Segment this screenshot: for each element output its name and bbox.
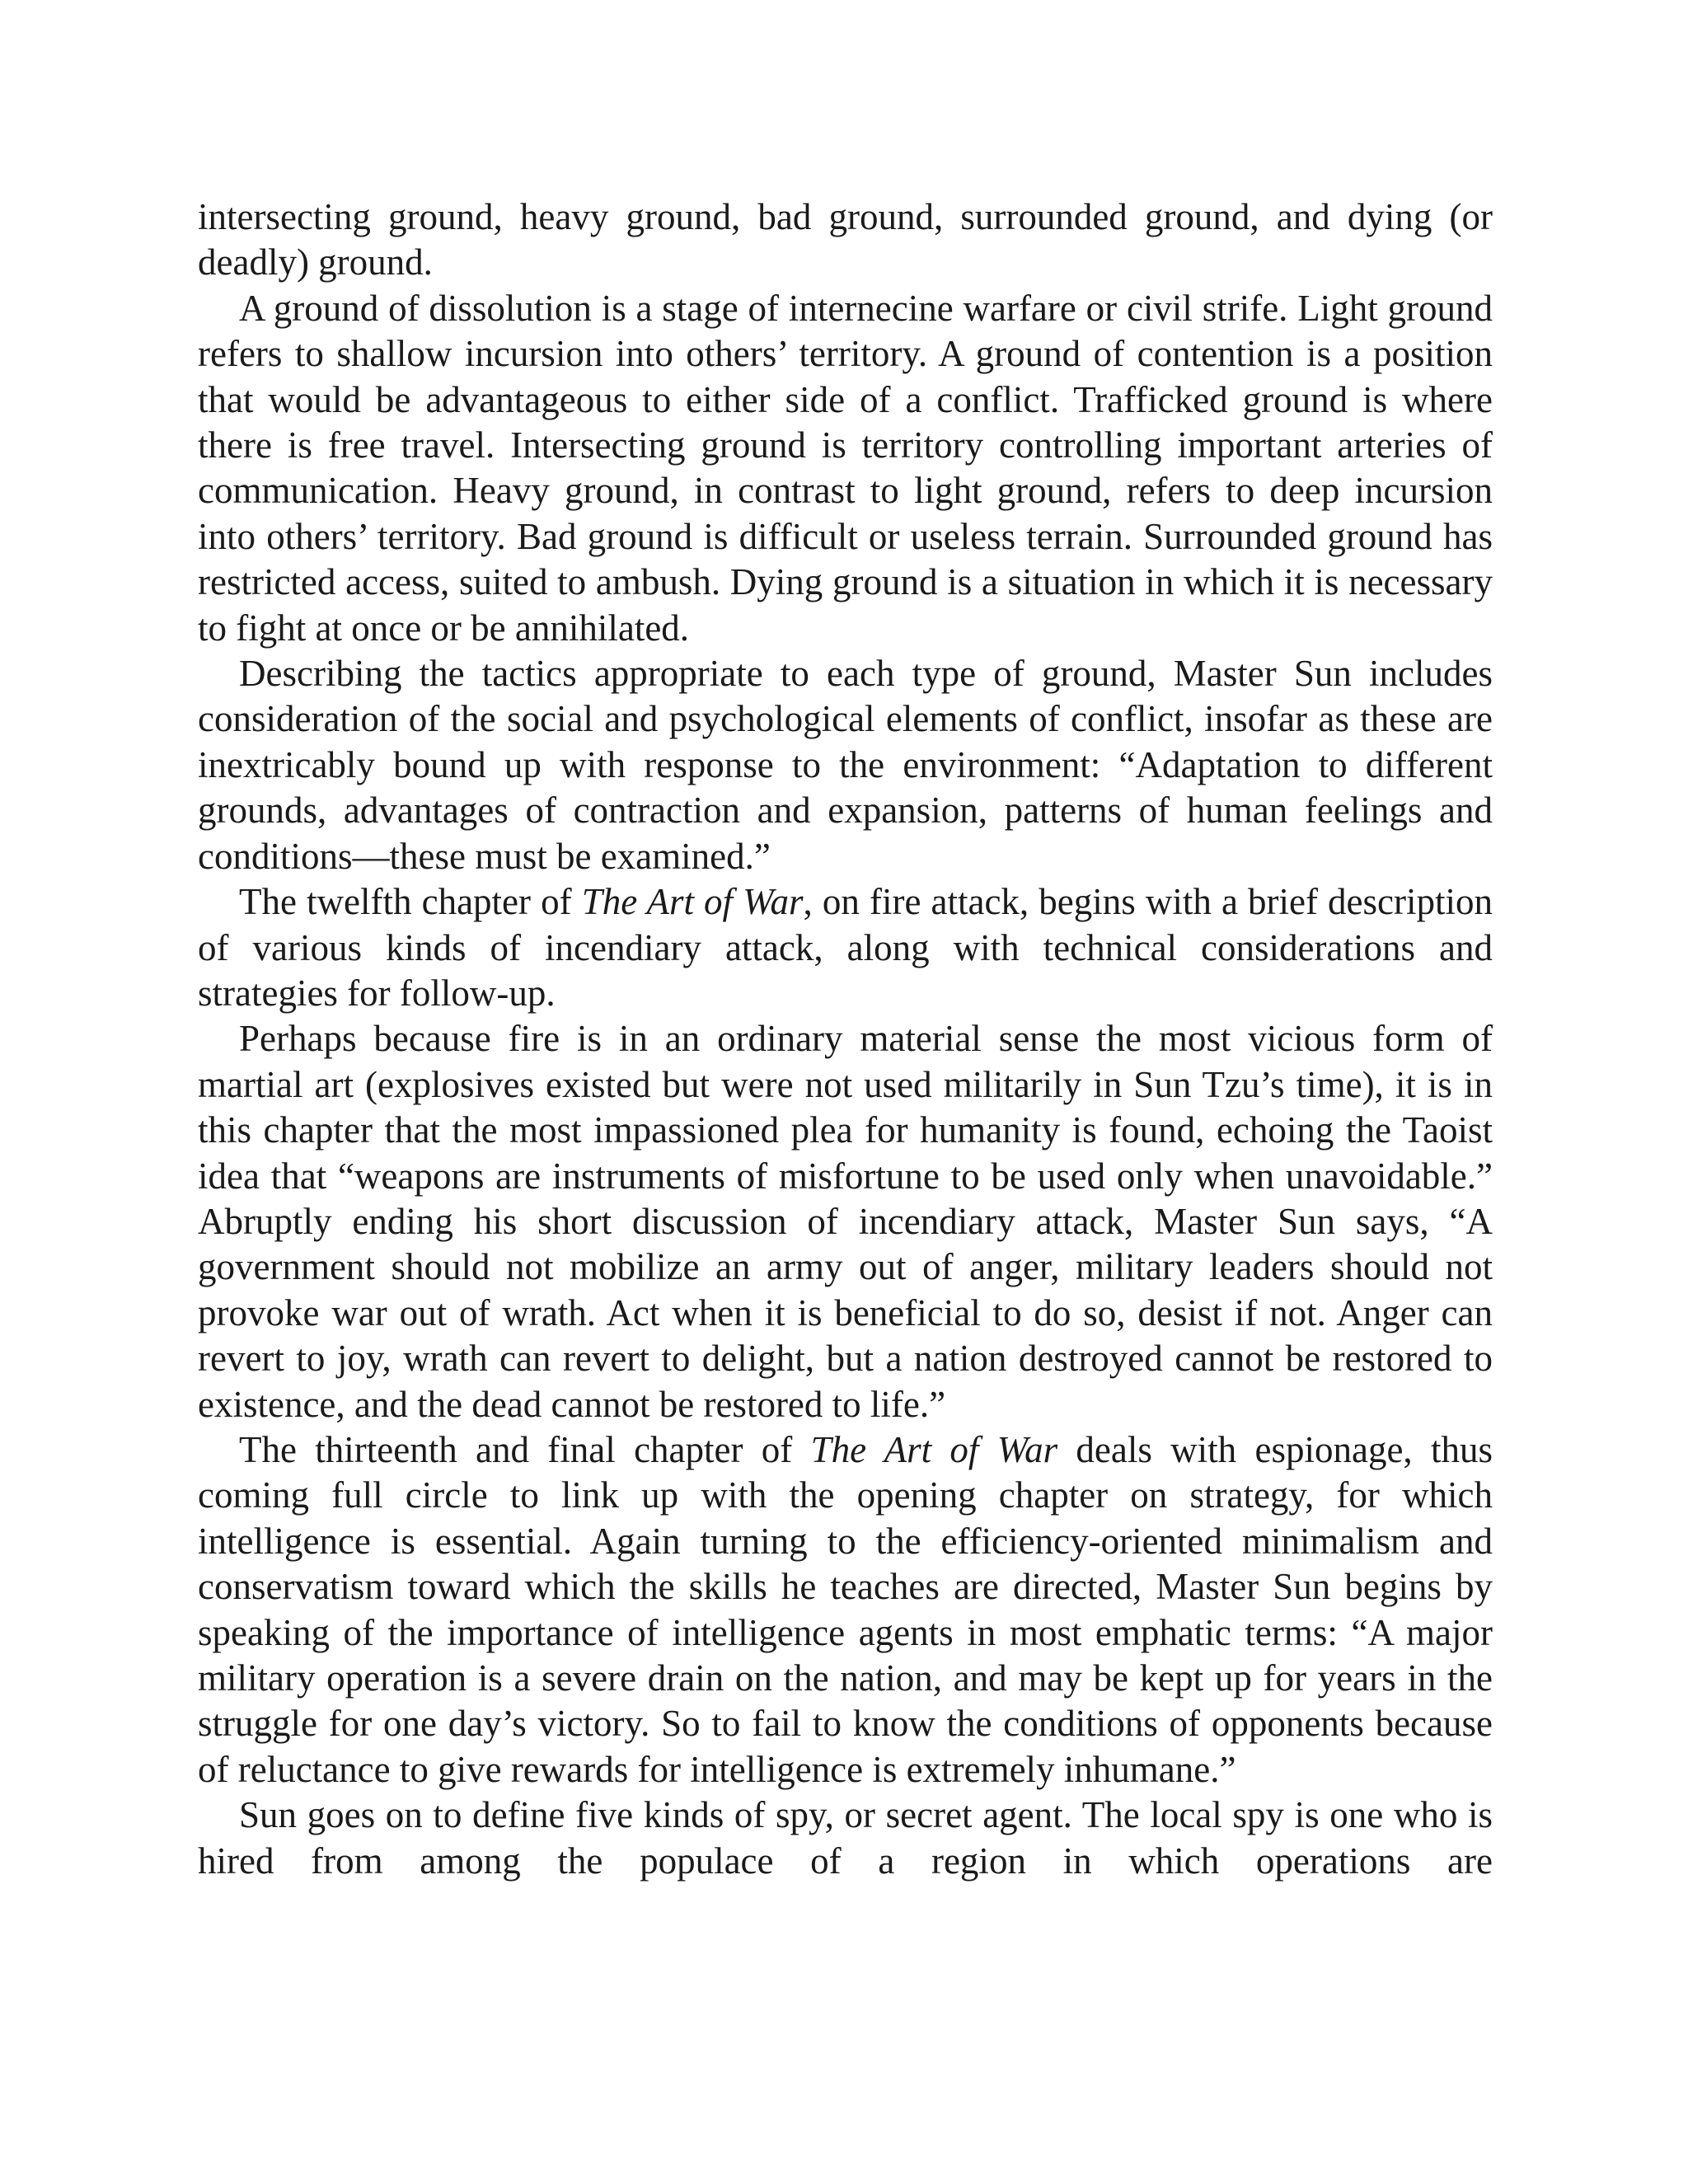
paragraph-3-text: Describing the tactics appropriate to each type of ground, Master Sun includes consideration of the social and psychological elements of conflict, insofar as these are inextricably bound up with response to the environment: “Adaptation to different grounds, advantages of contraction and expansion, patterns of human feelings and conditions—these must be examined.” — [198, 653, 1493, 877]
paragraph-2 — [198, 286, 1493, 651]
paragraph-5 — [198, 1016, 1493, 1427]
paragraph-7-text: Sun goes on to define five kinds of spy, or secret agent. The local spy is one who is hired from among the populace of a region in which operations are — [198, 1794, 1493, 1882]
paragraph-2-text: A ground of dissolution is a stage of internecine warfare or civil strife. Light ground refers to shallow incursion into others’ territory. A ground of contention is a position that would be advantageous to either side of a conflict. Trafficked ground is where there is free travel. Intersecting ground is territory controlling important arteries of communication. Heavy ground, in contrast to light ground, refers to deep incursion into others’ territory. Bad ground is difficult or useless terrain. Surrounded ground has restricted access, suited to ambush. Dying ground is a situation in which it is necessary to fight at once or be annihilated. — [198, 287, 1493, 649]
paragraph-7 — [198, 1793, 1493, 1884]
book-title-italic: The Art of War — [581, 881, 804, 923]
paragraph-1 — [198, 194, 1493, 286]
paragraph-4-text-b: , on fire attack, begins with a brief description of various kinds of incendiary attack, along with technical considerations and strategies for follow-up. — [198, 881, 1493, 1014]
page-body — [198, 194, 1493, 1884]
paragraph-6 — [198, 1427, 1493, 1793]
paragraph-5-text: Perhaps because fire is in an ordinary material sense the most vicious form of martial art (explosives existed but were not used militarily in Sun Tzu’s time), it is in this chapter that the most impassioned plea for humanity is found, echoing the Taoist idea that “weapons are instruments of misfortune to be used only when unavoidable.” Abruptly ending his short discussion of incendiary attack, Master Sun says, “A government should not mobilize an army out of anger, military leaders should not provoke war out of wrath. Act when it is beneficial to do so, desist if not. Anger can revert to joy, wrath can revert to delight, but a nation destroyed cannot be restored to existence, and the dead cannot be restored to life.” — [198, 1018, 1493, 1425]
paragraph-1-text: intersecting ground, heavy ground, bad ground, surrounded ground, and dying (or deadly) ground. — [198, 196, 1493, 284]
paragraph-4 — [198, 879, 1493, 1016]
paragraph-4-text-a: The twelfth chapter of — [239, 881, 582, 923]
book-title-italic: The Art of War — [810, 1428, 1058, 1470]
paragraph-6-text-a: The thirteenth and final chapter of — [239, 1428, 811, 1470]
paragraph-3 — [198, 651, 1493, 879]
paragraph-6-text-b: deals with espionage, thus coming full circle to link up with the opening chapter on strategy, for which intelligence is essential. Again turning to the efficiency-oriented minimalism and conservatism toward which the skills he teaches are directed, Master Sun begins by speaking of the importance of intelligence agents in most emphatic terms: “A major military operation is a severe drain on the nation, and may be kept up for years in the struggle for one day’s victory. So to fail to know the conditions of opponents because of reluctance to give rewards for intelligence is extremely inhumane.” — [198, 1428, 1493, 1790]
